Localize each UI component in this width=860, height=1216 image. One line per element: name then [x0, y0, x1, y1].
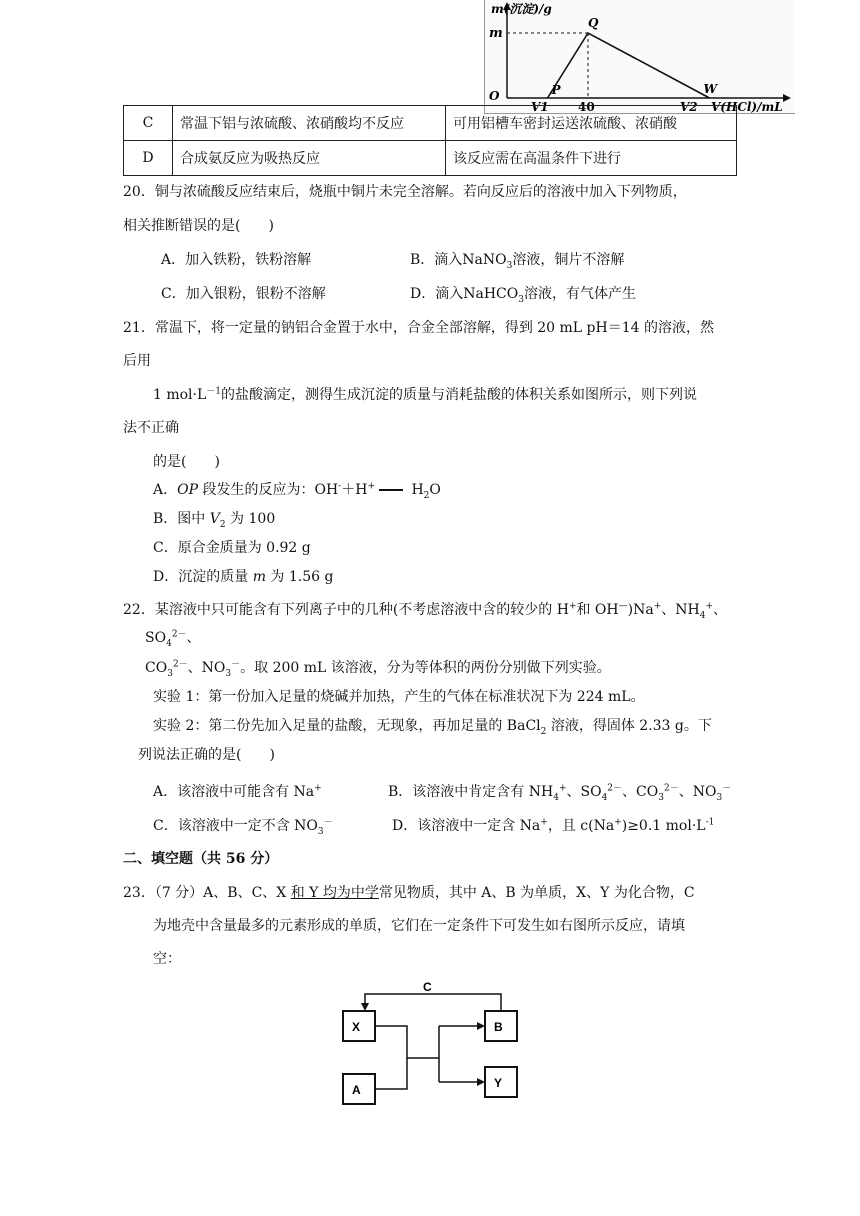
- row-statement: 常温下铝与浓硫酸、浓硝酸均不反应: [173, 106, 446, 141]
- flow-svg: [335, 978, 525, 1110]
- row-reason: 可用铝槽车密封运送浓硫酸、浓硝酸: [446, 106, 737, 141]
- q21-stem-line2: 后用: [123, 353, 151, 369]
- q21-stem-line5: 的是( ): [153, 454, 220, 470]
- series-line: [548, 33, 710, 98]
- to-y-arrow: [477, 1078, 485, 1086]
- q22-stem-line1: 22．某溶液中只可能含有下列离子中的几种(不考虑溶液中含的较少的 H+和 OH—)Na+、$NH_4^+$、: [123, 601, 727, 621]
- chart-svg: [485, 0, 795, 113]
- q22-stem-question: 列说法正确的是( ): [138, 747, 275, 763]
- q22-experiment-1: 实验 1：第一份加入足量的烧碱并加热，产生的气体在标准状况下为 224 mL。: [153, 689, 645, 705]
- q20-option-d: D．滴入NaHCO$_3$溶液，有气体产生: [410, 286, 636, 305]
- q21-option-c: C．原合金质量为 0.92 g: [153, 540, 311, 556]
- table-row: [124, 106, 737, 141]
- y-tick-m: m: [489, 26, 503, 41]
- y-axis-label: m(沉淀)/g: [491, 2, 552, 16]
- q20-stem-line2: 相关推断错误的是( ): [123, 218, 274, 234]
- row-reason: 该反应需在高温条件下进行: [446, 141, 737, 176]
- x-tick-v1: V1: [531, 100, 549, 113]
- q20-option-a: A．加入铁粉，铁粉溶解: [161, 252, 312, 268]
- q22-stem-line2: $SO_4^{2-}$、: [145, 629, 201, 649]
- label-b: B: [494, 1020, 503, 1034]
- precipitate-chart: [484, 0, 795, 114]
- x-tick-v2: V2: [680, 100, 698, 113]
- to-b-arrow: [477, 1022, 485, 1030]
- label-c: C: [423, 980, 432, 994]
- row-label: D: [124, 141, 173, 176]
- equals-bar: [379, 489, 403, 491]
- label-y: Y: [494, 1076, 503, 1090]
- q21-stem-line4: 法不正确: [123, 420, 179, 436]
- q22-option-d: D．该溶液中一定含 Na+，且 c(Na+)≥0.1 $mol\cdot L^{-1}$: [392, 817, 715, 834]
- point-label-o: O: [489, 89, 500, 103]
- q22-experiment-2: 实验 2：第二份先加入足量的盐酸，无现象，再加足量的 BaCl$_2$ 溶液，得固体 2.33 g。下: [153, 718, 712, 737]
- q21-option-d: D．沉淀的质量 m 为 1.56 g: [153, 569, 334, 585]
- c-loop-line: [365, 994, 501, 1011]
- q22-option-a: A．该溶液中可能含有 Na+: [153, 783, 322, 800]
- q20-stem-line1: 20．铜与浓硫酸反应结束后，烧瓶中铜片未完全溶解。若向反应后的溶液中加入下列物质，: [123, 184, 687, 200]
- q21-option-b: B．图中 $V_2$ 为 100: [153, 511, 276, 530]
- q23-line2: 为地壳中含量最多的元素形成的单质，它们在一定条件下可发生如右图所示反应，请填: [153, 918, 685, 934]
- x-tick-40: 40: [578, 100, 595, 113]
- merge-line: [375, 1026, 407, 1089]
- x-axis-arrow: [783, 94, 791, 102]
- c-loop-arrow: [361, 1003, 369, 1011]
- q21-stem-line3: 1 $mol\cdot L^{-1}$的盐酸滴定，测得生成沉淀的质量与消耗盐酸的体积关系如图所示，则下列说: [153, 386, 698, 403]
- section-heading: 二、填空题（共 56 分）: [123, 851, 279, 867]
- row-label: C: [124, 106, 173, 141]
- label-a: A: [352, 1083, 361, 1097]
- point-label-p: P: [551, 83, 561, 97]
- row-statement: 合成氨反应为吸热反应: [173, 141, 446, 176]
- label-x: X: [352, 1020, 361, 1034]
- table-row: [124, 141, 737, 176]
- options-table: [123, 105, 737, 176]
- point-label-w: W: [703, 82, 717, 96]
- q23-line3: 空：: [153, 951, 181, 967]
- q21-option-a: A．OP 段发生的反应为：OH-＋H+ $H_2O$: [153, 481, 441, 501]
- q23-line1: 23．（7 分）A、B、C、X 和 Y 均为中学常见物质，其中 A、B 为单质，X、Y 为化合物，C: [123, 885, 695, 901]
- point-label-q: Q: [588, 16, 599, 30]
- q22-option-c: C．该溶液中一定不含 $NO_3^-$: [153, 817, 333, 837]
- q20-option-c: C．加入银粉，银粉不溶解: [161, 286, 326, 302]
- q20-option-b: B．滴入NaNO$_3$溶液，铜片不溶解: [410, 252, 625, 271]
- x-axis-label: V(HCl)/mL: [711, 100, 783, 113]
- q21-stem-line1: 21．常温下，将一定量的钠铝合金置于水中，合金全部溶解，得到 20 mL pH＝14 的溶液，然: [123, 320, 714, 336]
- q22-option-b: B．该溶液中肯定含有 $NH_4^+$、$SO_4^{2-}$、$CO_3^{2-}$、$NO_3^-$: [388, 783, 732, 803]
- q22-stem-line3: $CO_3^{2-}$、$NO_3^-$。取 200 mL 该溶液，分为等体积的两份分别做下列实验。: [145, 659, 611, 679]
- reaction-flow-diagram: [335, 978, 525, 1110]
